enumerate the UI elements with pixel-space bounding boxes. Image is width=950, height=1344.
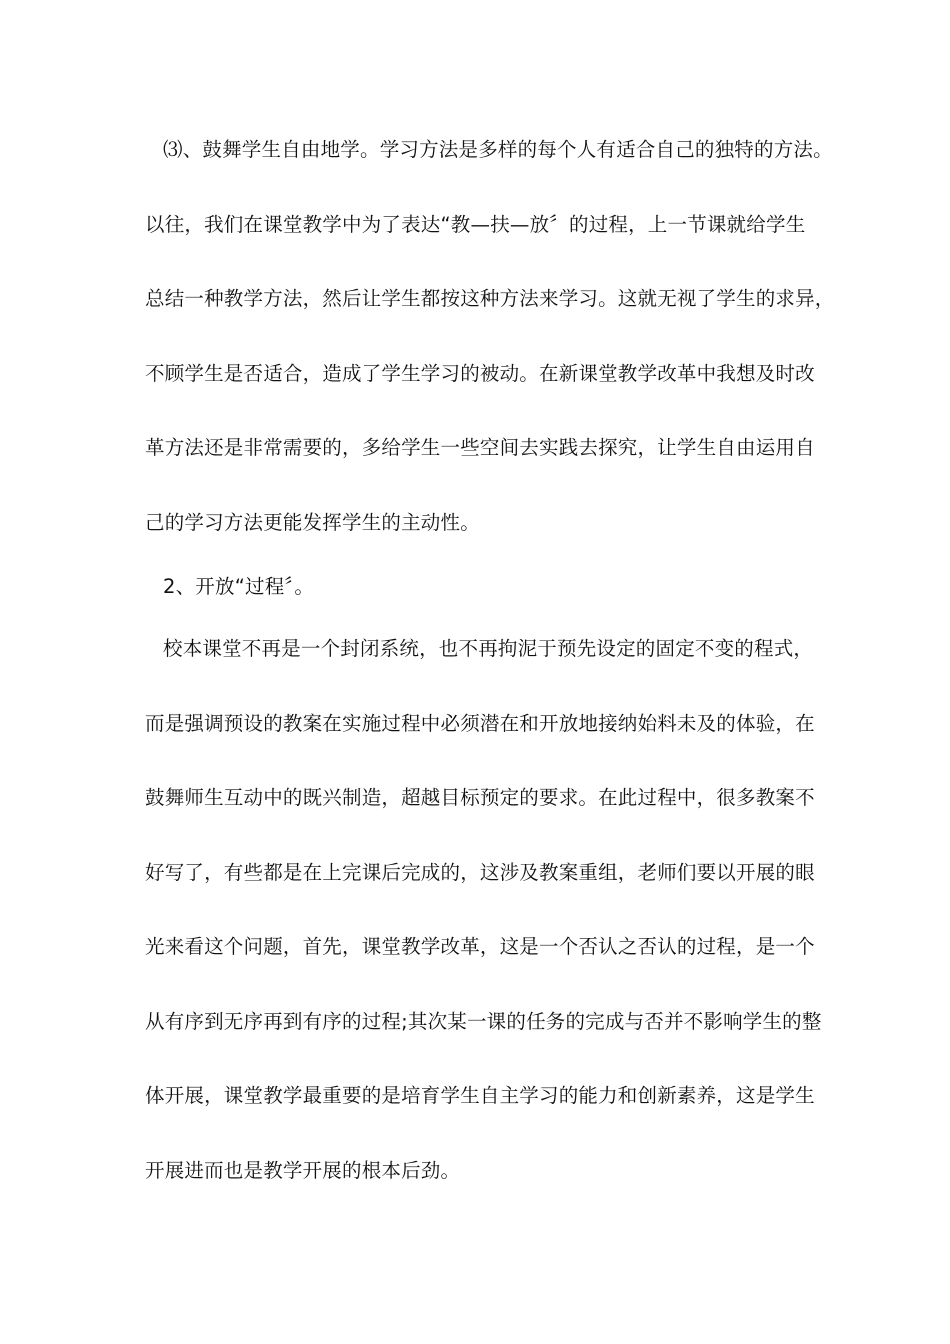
paragraph-line: 总结一种教学方法，然后让学生都按这种方法来学习。这就无视了学生的求异，: [145, 287, 835, 310]
paragraph-line: 从有序到无序再到有序的过程;其次某一课的任务的完成与否并不影响学生的整: [145, 1010, 822, 1033]
paragraph-line: 己的学习方法更能发挥学生的主动性。: [145, 511, 480, 534]
paragraph-line: 革方法还是非常需要的，多给学生一些空间去实践去探究，让学生自由运用自: [145, 436, 815, 459]
paragraph-line: ⑶、鼓舞学生自由地学。学习方法是多样的每个人有适合自己的独特的方法。: [163, 138, 833, 161]
paragraph-line: 开展进而也是教学开展的根本后劲。: [145, 1159, 461, 1182]
paragraph-line: 好写了，有些都是在上完课后完成的，这涉及教案重组，老师们要以开展的眼: [145, 861, 815, 884]
paragraph-line: 体开展，课堂教学最重要的是培育学生自主学习的能力和创新素养，这是学生: [145, 1084, 815, 1107]
section-heading: 2、开放“过程〞。: [163, 575, 315, 598]
paragraph-line: 鼓舞师生互动中的既兴制造，超越目标预定的要求。在此过程中，很多教案不: [145, 786, 815, 809]
paragraph-line: 不顾学生是否适合，造成了学生学习的被动。在新课堂教学改革中我想及时改: [145, 362, 815, 385]
paragraph-line: 而是强调预设的教案在实施过程中必须潜在和开放地接纳始料未及的体验，在: [145, 712, 815, 735]
paragraph-line: 校本课堂不再是一个封闭系统，也不再拘泥于预先设定的固定不变的程式，: [163, 637, 814, 660]
paragraph-line: 光来看这个问题，首先，课堂教学改革，这是一个否认之否认的过程，是一个: [145, 935, 815, 958]
paragraph-line: 以往，我们在课堂教学中为了表达“教—扶—放〞的过程，上一节课就给学生: [145, 213, 806, 236]
